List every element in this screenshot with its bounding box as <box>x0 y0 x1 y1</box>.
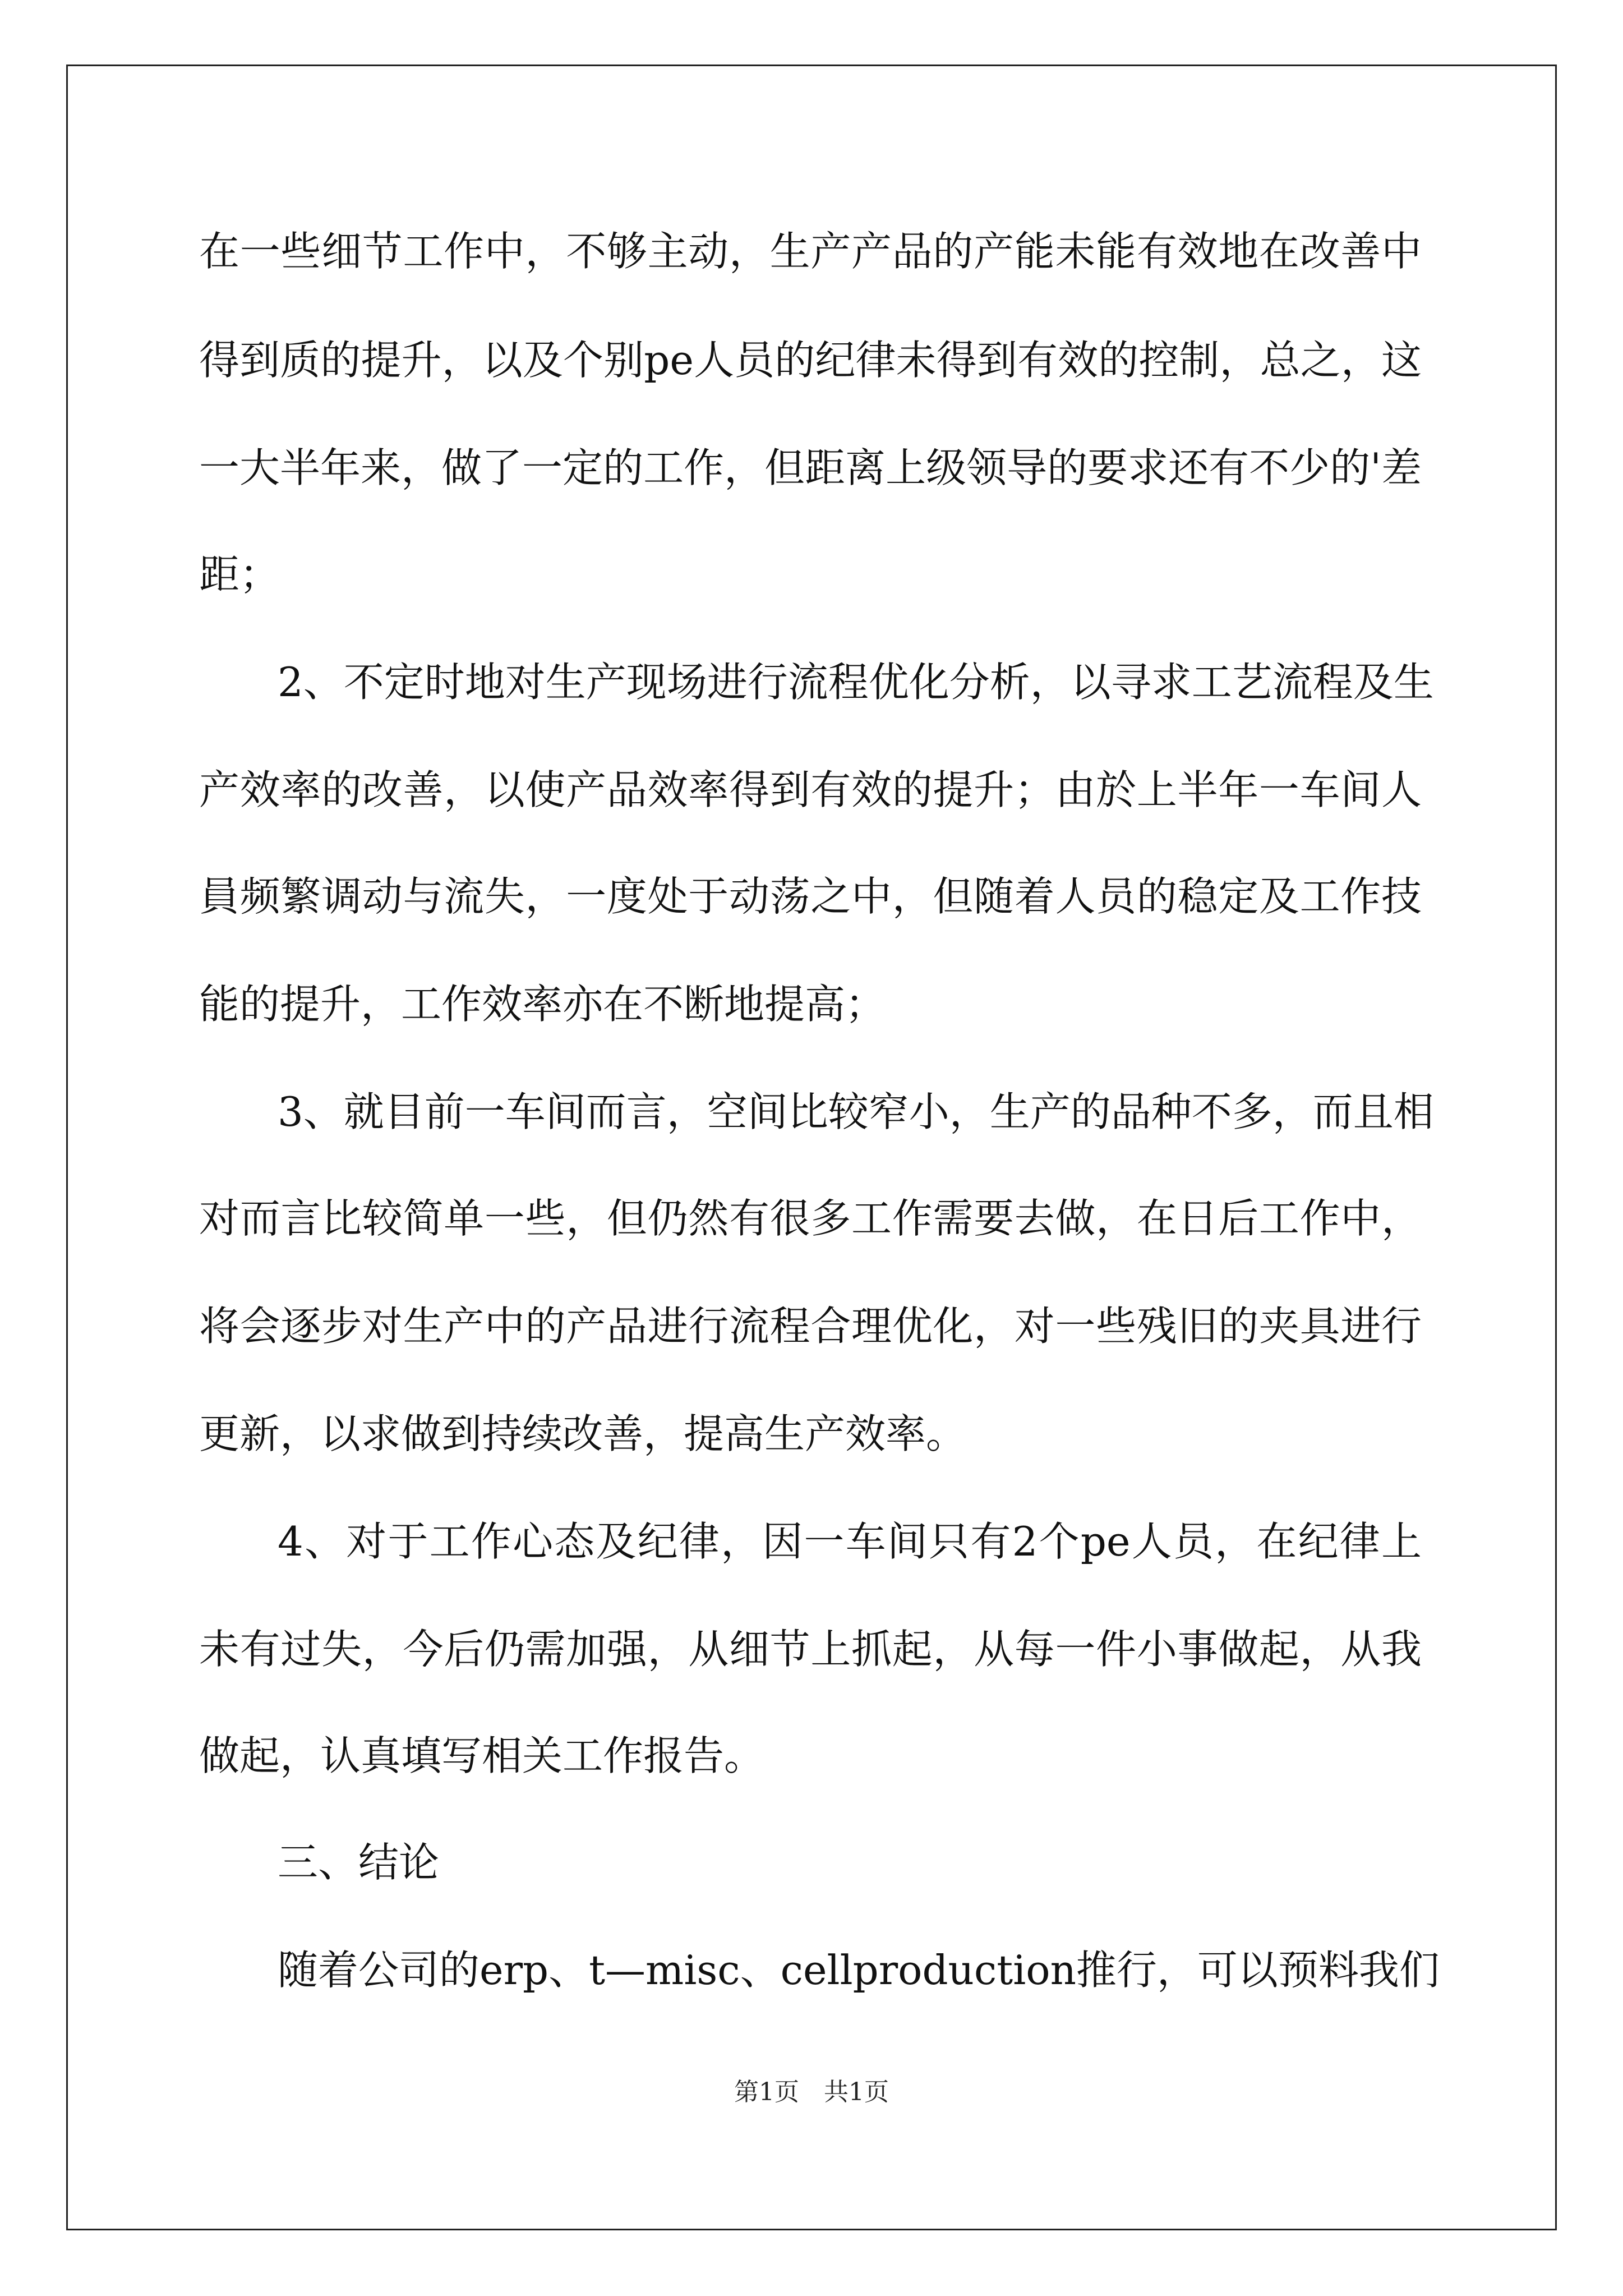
paragraph-line: 能的提升，工作效率亦在不断地提高； <box>199 981 886 1028</box>
paragraph-line: 2、不定时地对生产现场进行流程优化分析，以寻求工艺流程及生 <box>278 659 1434 706</box>
paragraph-line: 更新，以求做到持续改善，提高生产效率。 <box>199 1410 967 1457</box>
paragraph-line: 距； <box>199 551 280 598</box>
paragraph-line: 做起，认真填写相关工作报告。 <box>199 1732 765 1779</box>
paragraph-line: 未有过失，今后仍需加强，从细节上抓起，从每一件小事做起，从我 <box>199 1626 1422 1673</box>
section-heading: 三、结论 <box>278 1839 440 1886</box>
paragraph-line: 对而言比较简单一些，但仍然有很多工作需要去做，在日后工作中， <box>199 1195 1422 1242</box>
page-number-footer: 第1页 共1页 <box>734 2078 889 2106</box>
paragraph-line: 得到质的提升，以及个别pe人员的纪律未得到有效的控制，总之，这 <box>199 337 1422 384</box>
paragraph-line: 4、对于工作心态及纪律，因一车间只有2个pe人员，在纪律上 <box>278 1518 1422 1565</box>
paragraph-line: 将会逐步对生产中的产品进行流程合理优化，对一些残旧的夹具进行 <box>199 1303 1422 1350</box>
paragraph-line: 3、就目前一车间而言，空间比较窄小，生产的品种不多，而且相 <box>278 1088 1434 1135</box>
paragraph-line: 員频繁调动与流失，一度处于动荡之中，但随着人员的稳定及工作技 <box>199 873 1422 920</box>
paragraph-line: 产效率的改善，以使产品效率得到有效的提升；由於上半年一车间人 <box>199 766 1422 813</box>
paragraph-line: 一大半年来，做了一定的工作，但距离上级领导的要求还有不少的'差 <box>199 444 1422 491</box>
paragraph-line: 在一些细节工作中，不够主动，生产产品的产能未能有效地在改善中 <box>199 228 1422 275</box>
paragraph-line: 随着公司的erp、t—misc、cellproduction推行，可以预料我们 <box>278 1947 1440 1994</box>
page-border <box>66 65 1557 2230</box>
